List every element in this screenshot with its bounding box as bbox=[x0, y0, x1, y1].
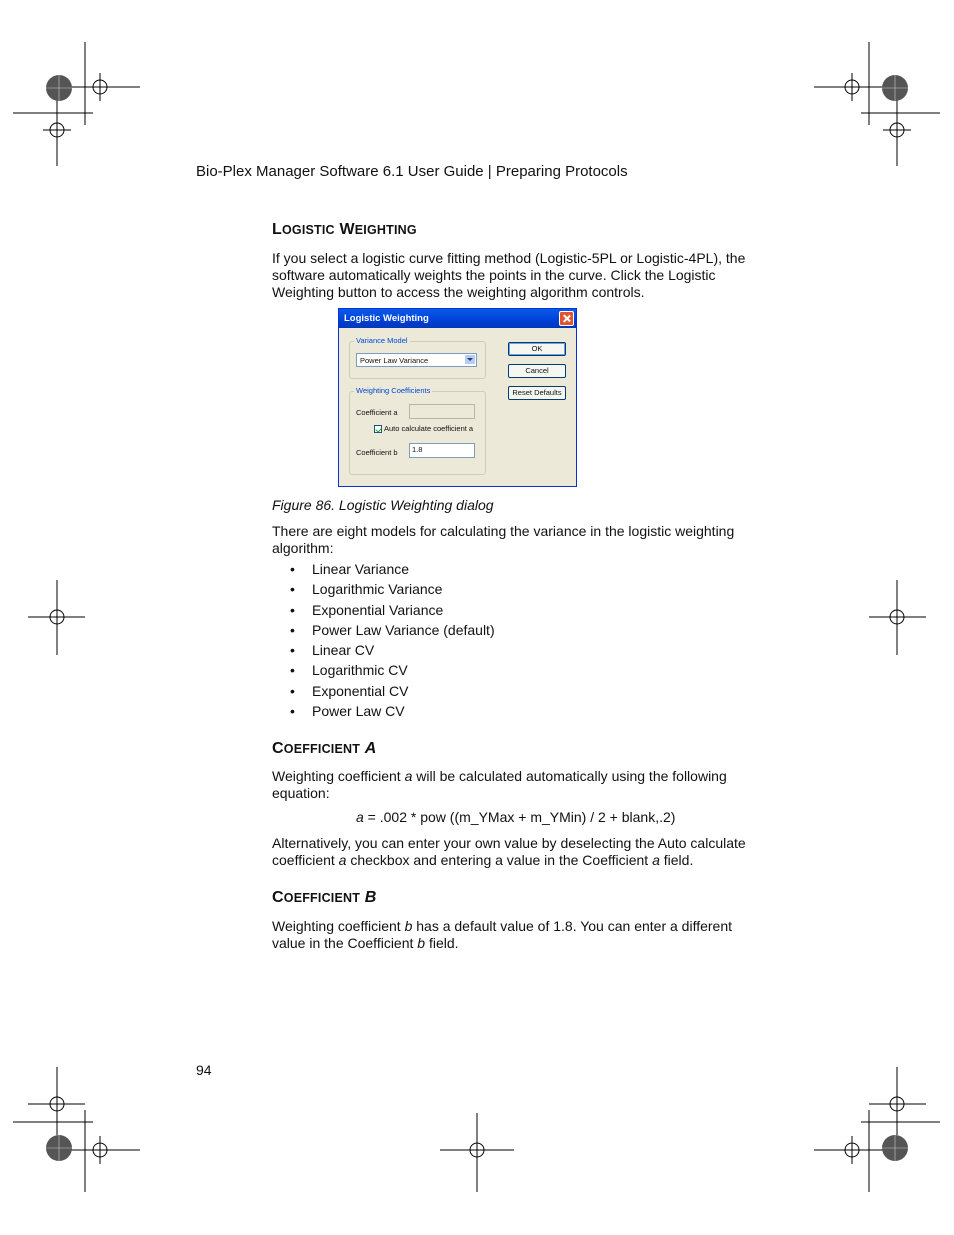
text: field. bbox=[425, 935, 459, 951]
variable: b bbox=[417, 935, 426, 951]
variance-model-group bbox=[349, 336, 486, 379]
heading-rest: OGISTIC bbox=[281, 223, 335, 237]
logistic-weighting-dialog bbox=[338, 308, 577, 487]
heading-variable: B bbox=[364, 889, 377, 906]
text: Weighting coefficient bbox=[272, 768, 405, 784]
section-heading-logistic-weighting bbox=[272, 221, 417, 239]
equation-text: = .002 * pow ((m_YMax + m_YMin) / 2 + blank,.2) bbox=[363, 809, 676, 825]
variable: a bbox=[404, 768, 413, 784]
variable: b bbox=[404, 918, 413, 934]
coefficient-b-value: 1.8 bbox=[412, 445, 423, 454]
list-item: • Linear CV bbox=[290, 642, 495, 662]
dialog-titlebar bbox=[339, 309, 576, 328]
chevron-down-icon[interactable] bbox=[465, 355, 475, 364]
variance-model-value: Power Law Variance bbox=[360, 356, 429, 365]
coefficient-a-field bbox=[409, 404, 475, 419]
figure-caption: Figure 86. Logistic Weighting dialog bbox=[272, 497, 494, 513]
coefficient-b-field[interactable] bbox=[409, 443, 475, 458]
variable: a bbox=[356, 809, 364, 825]
list-item: • Exponential Variance bbox=[290, 602, 495, 622]
coefficient-a-alt-paragraph bbox=[272, 835, 762, 869]
variable: a bbox=[338, 852, 347, 868]
page-number: 94 bbox=[196, 1062, 212, 1078]
text: Weighting coefficient bbox=[272, 918, 405, 934]
list-item: • Power Law CV bbox=[290, 703, 495, 723]
reset-defaults-button[interactable]: Reset Defaults bbox=[508, 386, 566, 400]
auto-calculate-label[interactable]: Auto calculate coefficient a bbox=[384, 424, 474, 433]
auto-calculate-checkbox[interactable] bbox=[374, 425, 382, 433]
variance-model-select[interactable] bbox=[356, 353, 477, 367]
list-item: • Power Law Variance (default) bbox=[290, 622, 495, 642]
logistic-paragraph: If you select a logistic curve fitting method (Logistic-5PL or Logistic-4PL), the software automatically weights the points in the curve. Click the Logistic Weighting button to access the weighting algorithm controls. bbox=[272, 250, 746, 300]
heading-initial: L bbox=[272, 221, 282, 238]
heading-initial: C bbox=[272, 889, 284, 906]
equation bbox=[356, 809, 675, 825]
list-item: • Linear Variance bbox=[290, 561, 495, 581]
list-item: • Logarithmic CV bbox=[290, 662, 495, 682]
heading-rest: OEFFICIENT bbox=[283, 891, 361, 905]
text: field. bbox=[659, 852, 694, 868]
cancel-button[interactable]: Cancel bbox=[508, 364, 566, 378]
list-item: • Logarithmic Variance bbox=[290, 581, 495, 601]
variable: a bbox=[652, 852, 660, 868]
coefficient-b-label: Coefficient b bbox=[356, 448, 398, 457]
text: has a default value of 1.8. You can enter a different value in the Coefficient bbox=[272, 918, 733, 951]
coefficient-a-label: Coefficient a bbox=[356, 408, 398, 417]
text: Alternatively, you can enter your own value by deselecting the Auto calculate coefficient bbox=[272, 835, 746, 868]
ok-button[interactable]: OK bbox=[508, 342, 566, 356]
coefficient-b-paragraph bbox=[272, 918, 762, 952]
list-item: • Exponential CV bbox=[290, 683, 495, 703]
dialog-title: Logistic Weighting bbox=[344, 313, 429, 324]
heading-initial: W bbox=[339, 221, 355, 238]
weighting-coefficients-group bbox=[349, 386, 486, 475]
heading-variable: A bbox=[364, 740, 377, 757]
section-heading-coefficient-a bbox=[272, 740, 377, 758]
text: will be calculated automatically using the following equation: bbox=[272, 768, 727, 801]
models-intro: There are eight models for calculating the variance in the logistic weighting algorithm: bbox=[272, 523, 735, 556]
heading-initial: C bbox=[272, 740, 284, 757]
running-header: Bio-Plex Manager Software 6.1 User Guide | Preparing Protocols bbox=[196, 163, 628, 180]
weighting-coefficients-label: Weighting Coefficients bbox=[356, 386, 431, 395]
variance-model-label: Variance Model bbox=[356, 336, 408, 345]
coefficient-a-paragraph bbox=[272, 768, 762, 802]
variance-model-list bbox=[290, 561, 495, 723]
close-icon[interactable] bbox=[559, 311, 574, 326]
heading-rest: EIGHTING bbox=[354, 223, 417, 237]
section-heading-coefficient-b bbox=[272, 889, 377, 907]
text: checkbox and entering a value in the Coefficient bbox=[346, 852, 653, 868]
heading-rest: OEFFICIENT bbox=[283, 742, 361, 756]
